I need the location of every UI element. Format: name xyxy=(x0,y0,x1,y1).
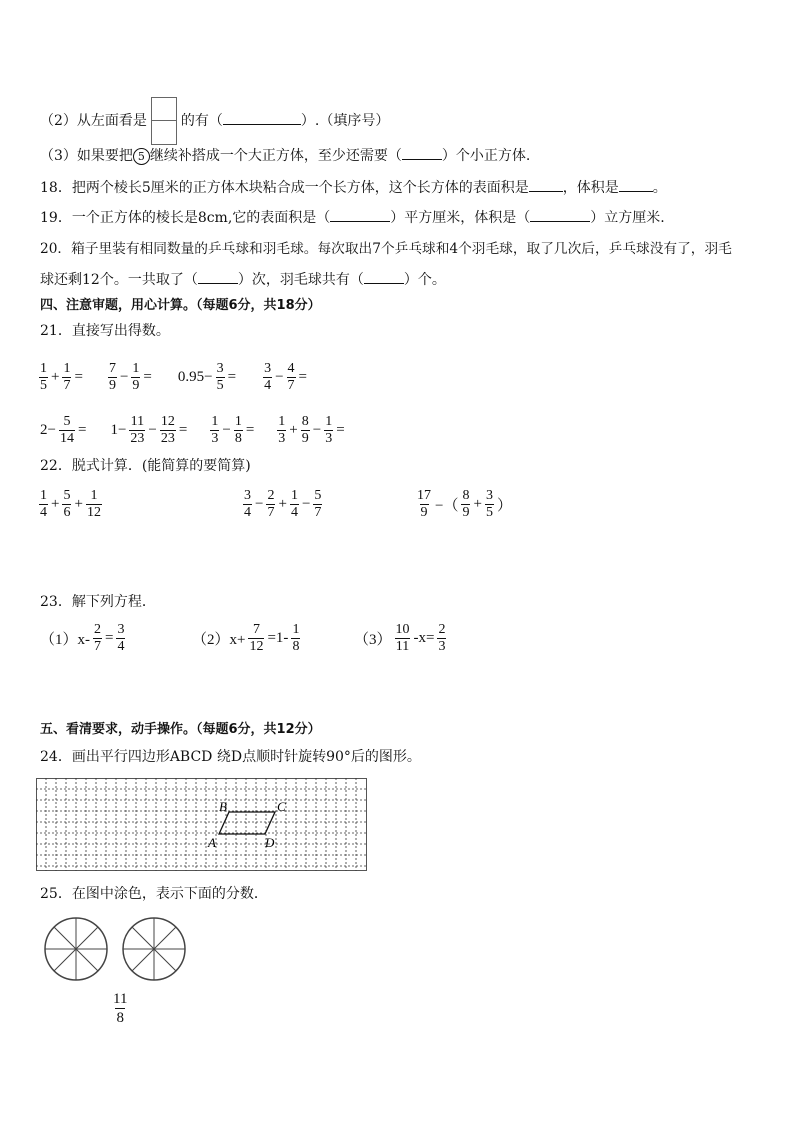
q17-part3: （3）如果要把 5 继续补搭成一个大正方体，至少还需要（ ）个小正方体. xyxy=(40,145,530,166)
q21-row2 xyxy=(38,408,347,452)
answer-blank[interactable] xyxy=(530,207,590,222)
section-5-heading: 五、看清要求，动手操作。（每题6分，共12分） xyxy=(40,722,321,737)
answer-blank[interactable] xyxy=(330,207,390,222)
q23-equation-2: （2）x+ $\frac{7}{12}$ =1- $\frac{1}{8}$ xyxy=(192,621,300,654)
answer-blank[interactable] xyxy=(223,110,301,125)
q21-expr-5: 2− $\frac{5}{14}$ = xyxy=(40,413,87,446)
circle-2[interactable] xyxy=(123,918,185,980)
question-21-title: 21．直接写出得数。 xyxy=(40,323,170,339)
q22-expr-2: $\frac{3}{4}$ − $\frac{2}{7}$ + $\frac{1}{4}$ − $\frac{5}{7}$ xyxy=(244,487,322,520)
question-20-line2: 球还剩12个。一共取了（ ）次，羽毛球共有（ ）个。 xyxy=(40,269,446,290)
vertex-label-a: A xyxy=(208,835,216,850)
answer-blank[interactable] xyxy=(529,177,563,192)
question-20-line1: 20．箱子里装有相同数量的乒乓球和羽毛球。每次取出7个乒乓球和4个羽毛球，取了几次后，乒乓球没有了，羽毛 xyxy=(40,241,732,257)
q17-part2: （2）从左面看是 的有（ ）.（填序号） xyxy=(40,97,389,145)
q22-expr-1: $\frac{1}{4}$ + $\frac{5}{6}$ + $\frac{1}{12}$ xyxy=(40,487,101,520)
question-18: 18．把两个棱长5厘米的正方体木块粘合成一个长方体，这个长方体的表面积是 ，体积是 。 xyxy=(40,177,667,198)
q21-expr-4: $\frac{3}{4}$ − $\frac{4}{7}$ = xyxy=(264,360,307,393)
fraction-circles[interactable] xyxy=(42,913,192,985)
circled-number: 5 xyxy=(133,148,150,165)
q21-row1 xyxy=(38,355,309,399)
question-23-title: 23．解下列方程． xyxy=(40,594,156,610)
answer-blank[interactable] xyxy=(198,269,238,284)
q21-expr-1: $\frac{1}{5}$ + $\frac{1}{7}$ = xyxy=(40,360,83,393)
target-fraction: $\frac{11}{8}$ xyxy=(113,991,128,1026)
question-24-title: 24．画出平行四边形ABCD 绕D点顺时针旋转90°后的图形。 xyxy=(40,749,421,765)
q23-equation-1: （1）x- $\frac{2}{7}$ = $\frac{3}{4}$ xyxy=(40,621,125,654)
section-4-heading: 四、注意审题，用心计算。（每题6分，共18分） xyxy=(40,298,321,313)
question-19: 19．一个正方体的棱长是8cm,它的表面积是（ ）平方厘米，体积是（ ）立方厘米. xyxy=(40,207,665,228)
vertex-label-d: D xyxy=(265,835,275,850)
question-25-title: 25．在图中涂色，表示下面的分数． xyxy=(40,886,268,902)
question-22-title: 22．脱式计算．(能简算的要简算) xyxy=(40,458,251,474)
vertex-label-b: B xyxy=(219,799,227,814)
q21-expr-2: $\frac{7}{9}$ − $\frac{1}{9}$ = xyxy=(108,360,152,393)
q22-expr-3: $\frac{17}{9}$ −（ $\frac{8}{9}$ + $\frac{3}{5}$ ） xyxy=(417,487,512,520)
answer-blank[interactable] xyxy=(364,269,404,284)
answer-blank[interactable] xyxy=(619,177,653,192)
q21-expr-6: 1− $\frac{11}{23}$ − $\frac{12}{23}$ = xyxy=(110,413,188,446)
circle-1[interactable] xyxy=(45,918,107,980)
answer-blank[interactable] xyxy=(402,145,442,160)
q21-expr-8: $\frac{1}{3}$ + $\frac{8}{9}$ − $\frac{1}{3}$ = xyxy=(278,413,345,446)
rotation-grid[interactable] xyxy=(36,778,368,872)
q21-expr-7: $\frac{1}{3}$ − $\frac{1}{8}$ = xyxy=(211,413,255,446)
q23-equation-3: （3） $\frac{10}{11}$ -x= $\frac{2}{3}$ xyxy=(354,621,446,654)
vertex-label-c: C xyxy=(277,799,286,814)
left-view-figure xyxy=(151,97,177,145)
q21-expr-3: 0.95− $\frac{3}{5}$ = xyxy=(177,360,237,393)
